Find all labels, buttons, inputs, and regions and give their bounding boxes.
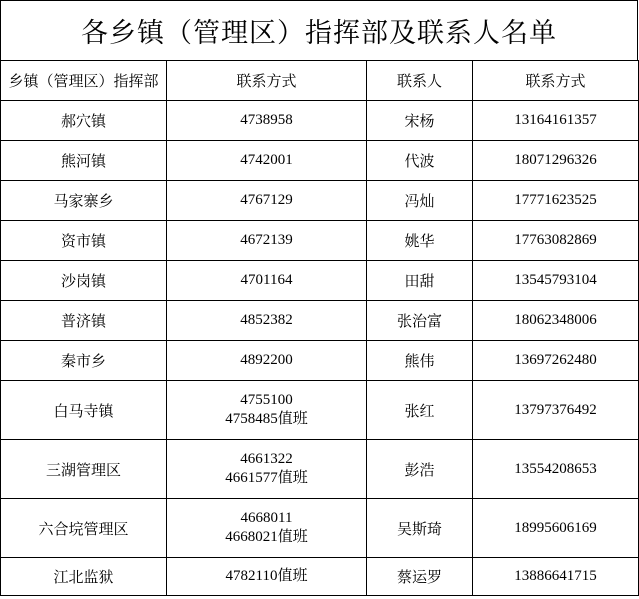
unit-cell: 普济镇: [1, 301, 167, 341]
contact-cell: 宋杨: [367, 101, 473, 141]
header-phone: 联系方式: [167, 61, 367, 101]
phone-cell: [167, 141, 367, 181]
contact-cell: 吴斯琦: [367, 499, 473, 558]
mobile-cell: 13886641715: [473, 558, 639, 596]
unit-cell: 资市镇: [1, 221, 167, 261]
mobile-cell: 18995606169: [473, 499, 639, 558]
table-row: [1, 440, 639, 499]
phone-cell: [167, 261, 367, 301]
phone-cell: [167, 341, 367, 381]
contact-cell: 姚华: [367, 221, 473, 261]
duty-phone-line: 4782110值班: [225, 568, 308, 584]
contact-cell: 冯灿: [367, 181, 473, 221]
phone-line: 4767129: [240, 192, 293, 208]
phone-line: 4701164: [240, 272, 293, 288]
phone-line: 4742001: [240, 152, 293, 168]
mobile-cell: 13545793104: [473, 261, 639, 301]
header-row: [1, 61, 639, 101]
unit-cell: 江北监狱: [1, 558, 167, 596]
table-row: [1, 181, 639, 221]
unit-cell: 六合垸管理区: [1, 499, 167, 558]
unit-cell: 白马寺镇: [1, 381, 167, 440]
contact-cell: 代波: [367, 141, 473, 181]
phone-cell: [167, 381, 367, 440]
phone-line: 4738958: [240, 112, 293, 128]
mobile-cell: 18071296326: [473, 141, 639, 181]
mobile-cell: 17771623525: [473, 181, 639, 221]
table-row: [1, 341, 639, 381]
phone-line: 4892200: [240, 352, 293, 368]
mobile-cell: 17763082869: [473, 221, 639, 261]
phone-cell: [167, 558, 367, 596]
phone-line: 4852382: [240, 312, 293, 328]
phone-cell: [167, 499, 367, 558]
header-contact: 联系人: [367, 61, 473, 101]
duty-phone-line: 4758485值班: [225, 411, 308, 427]
mobile-cell: 13164161357: [473, 101, 639, 141]
mobile-cell: 13797376492: [473, 381, 639, 440]
unit-cell: 三湖管理区: [1, 440, 167, 499]
table-row: [1, 558, 639, 596]
mobile-cell: 13554208653: [473, 440, 639, 499]
table-row: [1, 301, 639, 341]
roster-title: 各乡镇（管理区）指挥部及联系人名单: [0, 0, 638, 61]
roster-table: [0, 60, 639, 596]
phone-cell: [167, 221, 367, 261]
table-row: [1, 141, 639, 181]
contact-cell: 张治富: [367, 301, 473, 341]
table-row: [1, 221, 639, 261]
unit-cell: 沙岗镇: [1, 261, 167, 301]
phone-cell: [167, 101, 367, 141]
phone-cell: [167, 440, 367, 499]
mobile-cell: 13697262480: [473, 341, 639, 381]
table-row: [1, 261, 639, 301]
mobile-cell: 18062348006: [473, 301, 639, 341]
phone-line: 4672139: [240, 232, 293, 248]
contact-cell: 熊伟: [367, 341, 473, 381]
table-row: [1, 499, 639, 558]
phone-cell: [167, 181, 367, 221]
phone-line: 4755100: [240, 392, 293, 408]
contact-cell: 彭浩: [367, 440, 473, 499]
duty-phone-line: 4661577值班: [225, 470, 308, 486]
unit-cell: 熊河镇: [1, 141, 167, 181]
header-mobile: 联系方式: [473, 61, 639, 101]
phone-line: 4668011: [240, 510, 293, 526]
duty-phone-line: 4668021值班: [225, 529, 308, 545]
unit-cell: 郝穴镇: [1, 101, 167, 141]
table-row: [1, 381, 639, 440]
header-unit: 乡镇（管理区）指挥部: [1, 61, 167, 101]
table-row: [1, 101, 639, 141]
contact-cell: 张红: [367, 381, 473, 440]
contact-cell: 蔡运罗: [367, 558, 473, 596]
unit-cell: 马家寨乡: [1, 181, 167, 221]
contact-cell: 田甜: [367, 261, 473, 301]
phone-line: 4661322: [240, 451, 293, 467]
unit-cell: 秦市乡: [1, 341, 167, 381]
phone-cell: [167, 301, 367, 341]
